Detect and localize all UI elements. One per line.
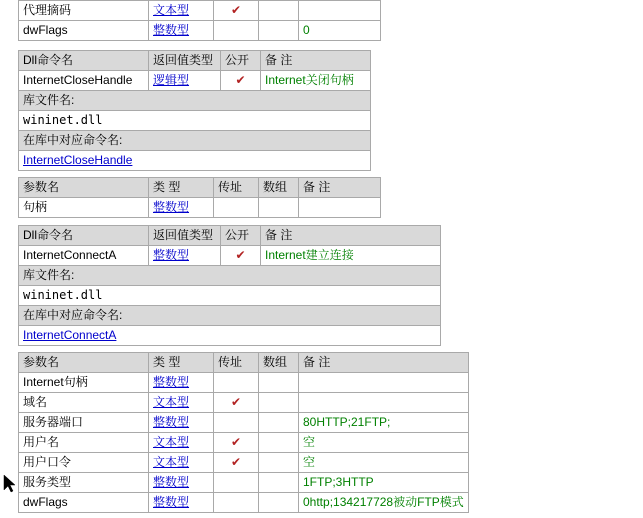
param-array[interactable] [259, 493, 299, 513]
param-name[interactable]: 用户口令 [19, 453, 149, 473]
param-note[interactable]: 空 [299, 433, 469, 453]
return-type[interactable]: 逻辑型 [149, 71, 221, 91]
table-row[interactable] [19, 21, 381, 41]
param-type-label: 类 型 [149, 178, 214, 198]
param-header-row [19, 178, 381, 198]
table-row[interactable] [19, 453, 469, 473]
param-array[interactable] [259, 1, 299, 21]
param-type[interactable]: 文本型 [149, 1, 214, 21]
param-byref-check[interactable] [214, 473, 259, 493]
table-row[interactable] [19, 473, 469, 493]
connect-params-table [18, 352, 469, 513]
param-byref-check[interactable] [214, 413, 259, 433]
param-name[interactable]: 句柄 [19, 198, 149, 218]
dll-command-row[interactable] [19, 246, 441, 266]
public-check[interactable]: ✔ [221, 71, 261, 91]
param-note[interactable] [299, 393, 469, 413]
param-type[interactable]: 整数型 [149, 21, 214, 41]
lib-command-value-row[interactable] [19, 151, 371, 171]
param-array[interactable] [259, 433, 299, 453]
param-byref-check[interactable]: ✔ [214, 1, 259, 21]
param-array[interactable] [259, 473, 299, 493]
internet-connect-a-block [18, 225, 441, 346]
param-note[interactable]: 空 [299, 453, 469, 473]
public-label: 公开 [221, 226, 261, 246]
param-array[interactable] [259, 198, 299, 218]
param-byref-label: 传址 [214, 178, 259, 198]
param-name-label: 参数名 [19, 353, 149, 373]
param-note[interactable]: 1FTP;3HTTP [299, 473, 469, 493]
command-note[interactable]: Internet关闭句柄 [261, 71, 371, 91]
public-label: 公开 [221, 51, 261, 71]
param-array[interactable] [259, 393, 299, 413]
dll-command-row[interactable] [19, 71, 371, 91]
param-type[interactable]: 整数型 [149, 413, 214, 433]
param-type[interactable]: 文本型 [149, 393, 214, 413]
param-byref-check[interactable]: ✔ [214, 433, 259, 453]
param-array[interactable] [259, 413, 299, 433]
lib-file-value-row[interactable] [19, 111, 371, 131]
internet-close-handle-block [18, 50, 371, 171]
param-note-label: 备 注 [299, 178, 381, 198]
table-row[interactable] [19, 1, 381, 21]
param-array-label: 数组 [259, 178, 299, 198]
param-type[interactable]: 整数型 [149, 493, 214, 513]
param-byref-check[interactable] [214, 373, 259, 393]
param-name: dwFlags [19, 21, 149, 41]
param-name-label: 参数名 [19, 178, 149, 198]
lib-command-value[interactable]: InternetConnectA [19, 326, 441, 346]
public-check[interactable]: ✔ [221, 246, 261, 266]
param-type[interactable]: 整数型 [149, 198, 214, 218]
lib-file-label: 库文件名: [19, 91, 371, 111]
table-row[interactable] [19, 433, 469, 453]
param-note-label: 备 注 [299, 353, 469, 373]
param-note[interactable] [299, 373, 469, 393]
lib-file-value-row[interactable] [19, 286, 441, 306]
param-name[interactable]: 用户名 [19, 433, 149, 453]
param-byref-check[interactable] [214, 198, 259, 218]
mouse-cursor-icon [3, 474, 17, 494]
table-row[interactable] [19, 373, 469, 393]
param-type[interactable]: 整数型 [149, 473, 214, 493]
param-array-label: 数组 [259, 353, 299, 373]
param-header-row [19, 353, 469, 373]
note-label: 备 注 [261, 226, 441, 246]
param-name[interactable]: 服务器端口 [19, 413, 149, 433]
lib-command-value[interactable]: InternetCloseHandle [19, 151, 371, 171]
param-array[interactable] [259, 21, 299, 41]
lib-file-label-row [19, 266, 441, 286]
param-note[interactable] [299, 198, 381, 218]
param-note[interactable]: 0http;134217728被动FTP模式 [299, 493, 469, 513]
param-byref-check[interactable]: ✔ [214, 453, 259, 473]
param-type[interactable]: 整数型 [149, 373, 214, 393]
param-byref-label: 传址 [214, 353, 259, 373]
lib-command-label: 在库中对应命令名: [19, 306, 441, 326]
return-type-label: 返回值类型 [149, 51, 221, 71]
dll-command-name[interactable]: InternetCloseHandle [19, 71, 149, 91]
lib-command-label: 在库中对应命令名: [19, 131, 371, 151]
table-row[interactable] [19, 198, 381, 218]
lib-file-value[interactable]: wininet.dll [19, 111, 371, 131]
param-byref-check[interactable]: ✔ [214, 393, 259, 413]
dll-command-header-row [19, 51, 371, 71]
top-params-table [18, 0, 381, 41]
lib-file-label: 库文件名: [19, 266, 441, 286]
param-array[interactable] [259, 373, 299, 393]
lib-command-label-row [19, 306, 441, 326]
param-name: 代理摘码 [19, 1, 149, 21]
table-row[interactable] [19, 493, 469, 513]
param-note[interactable] [299, 1, 381, 21]
dll-command-header-row [19, 226, 441, 246]
param-name[interactable]: 域名 [19, 393, 149, 413]
param-name[interactable]: dwFlags [19, 493, 149, 513]
param-note[interactable]: 0 [299, 21, 381, 41]
param-type[interactable]: 文本型 [149, 453, 214, 473]
dll-command-name-label: Dll命令名 [19, 51, 149, 71]
close-params-table [18, 177, 381, 218]
lib-file-value[interactable]: wininet.dll [19, 286, 441, 306]
table-row[interactable] [19, 413, 469, 433]
table-row[interactable] [19, 393, 469, 413]
command-note[interactable]: Internet建立连接 [261, 246, 441, 266]
param-type[interactable]: 文本型 [149, 433, 214, 453]
param-byref-check[interactable] [214, 493, 259, 513]
param-array[interactable] [259, 453, 299, 473]
param-byref-check[interactable] [214, 21, 259, 41]
param-type-label: 类 型 [149, 353, 214, 373]
return-type-label: 返回值类型 [149, 226, 221, 246]
lib-command-value-row[interactable] [19, 326, 441, 346]
return-type[interactable]: 整数型 [149, 246, 221, 266]
note-label: 备 注 [261, 51, 371, 71]
dll-command-name-label: Dll命令名 [19, 226, 149, 246]
param-name[interactable]: Internet句柄 [19, 373, 149, 393]
dll-command-name[interactable]: InternetConnectA [19, 246, 149, 266]
lib-file-label-row [19, 91, 371, 111]
lib-command-label-row [19, 131, 371, 151]
param-note[interactable]: 80HTTP;21FTP; [299, 413, 469, 433]
param-name[interactable]: 服务类型 [19, 473, 149, 493]
